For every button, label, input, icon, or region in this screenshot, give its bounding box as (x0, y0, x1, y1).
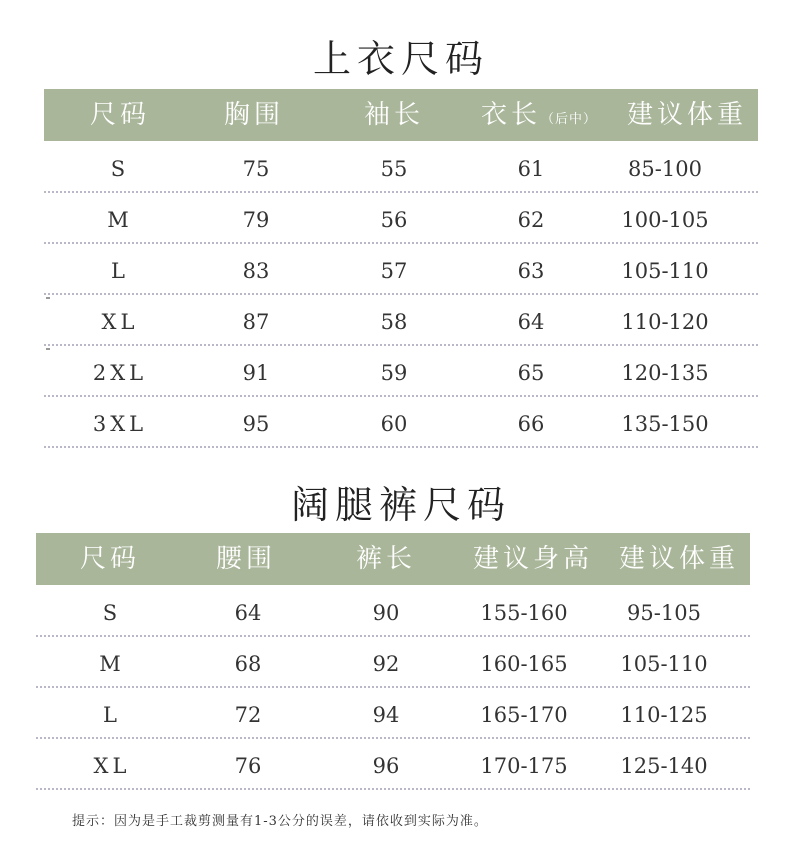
header-chest: 胸围 (223, 100, 284, 130)
table-cell: 63 (517, 259, 545, 283)
table-cell: 68 (234, 652, 262, 676)
table-cell: 155-160 (480, 601, 568, 625)
header-size: 尺码 (89, 100, 150, 130)
table-row (44, 146, 758, 197)
row-divider (44, 395, 758, 397)
table-row (36, 641, 750, 692)
top-table-header (44, 89, 758, 141)
table-cell: M (107, 208, 133, 232)
header-length-label: 衣长 (480, 100, 541, 130)
table-cell: 120-135 (621, 361, 709, 385)
header-sleeve: 袖长 (363, 100, 424, 130)
table-cell: 95-105 (627, 601, 701, 625)
table-cell: 170-175 (480, 754, 568, 778)
table-cell: 95 (242, 412, 270, 436)
header-length (464, 89, 614, 141)
table-cell: 91 (242, 361, 270, 385)
row-divider (44, 344, 758, 346)
header-height: 建议身高 (472, 544, 593, 574)
table-cell: 110-125 (620, 703, 708, 727)
table-cell: 87 (242, 310, 270, 334)
table-cell: 75 (242, 157, 270, 181)
table-cell: 100-105 (621, 208, 709, 232)
table-cell: 94 (372, 703, 400, 727)
table-cell: 79 (242, 208, 270, 232)
table-cell: M (99, 652, 125, 676)
table-cell: 96 (372, 754, 400, 778)
table-cell: 105-110 (620, 652, 708, 676)
stray-mark (46, 297, 50, 299)
bottom-table-title: 阔腿裤尺码 (290, 483, 511, 527)
top-table-title: 上衣尺码 (312, 37, 489, 81)
table-cell: L (111, 259, 129, 283)
row-divider (44, 191, 758, 193)
table-cell: 135-150 (621, 412, 709, 436)
header-size: 尺码 (79, 544, 140, 574)
table-row (44, 350, 758, 401)
table-row (44, 401, 758, 452)
table-row (44, 197, 758, 248)
table-cell: 57 (380, 259, 408, 283)
row-divider (36, 635, 750, 637)
row-divider (44, 242, 758, 244)
row-divider (44, 446, 758, 448)
table-row (36, 692, 750, 743)
table-cell: 110-120 (621, 310, 709, 334)
table-cell: 83 (242, 259, 270, 283)
table-cell: 92 (372, 652, 400, 676)
table-cell: XL (101, 310, 139, 334)
table-cell: 58 (380, 310, 408, 334)
row-divider (36, 788, 750, 790)
table-cell: XL (93, 754, 131, 778)
table-cell: 105-110 (621, 259, 709, 283)
table-cell: 165-170 (480, 703, 568, 727)
table-cell: 56 (380, 208, 408, 232)
bottom-size-table (36, 533, 750, 803)
bottom-table-header (36, 533, 750, 585)
table-cell: 90 (372, 601, 400, 625)
table-cell: 76 (234, 754, 262, 778)
table-row (44, 248, 758, 299)
row-divider (36, 686, 750, 688)
table-cell: 64 (517, 310, 545, 334)
row-divider (36, 737, 750, 739)
table-cell: 55 (380, 157, 408, 181)
table-cell: 60 (380, 412, 408, 436)
table-cell: 61 (517, 157, 545, 181)
table-row (44, 299, 758, 350)
table-cell: 64 (234, 601, 262, 625)
measurement-note: 提示：因为是手工裁剪测量有1-3公分的误差，请依收到实际为准。 (72, 814, 488, 829)
table-cell: S (110, 157, 130, 181)
table-cell: S (102, 601, 122, 625)
table-row (36, 743, 750, 794)
header-weight: 建议体重 (626, 100, 747, 130)
header-pants-length: 裤长 (355, 544, 416, 574)
header-length-note: （后中） (541, 112, 598, 127)
header-weight: 建议体重 (618, 544, 739, 574)
table-cell: 85-100 (628, 157, 702, 181)
table-row (36, 590, 750, 641)
row-divider (44, 293, 758, 295)
table-cell: 65 (517, 361, 545, 385)
table-cell: 72 (234, 703, 262, 727)
top-size-table (44, 89, 758, 449)
table-cell: 160-165 (480, 652, 568, 676)
table-cell: L (103, 703, 121, 727)
stray-mark (46, 348, 50, 350)
table-cell: 59 (380, 361, 408, 385)
table-cell: 3XL (92, 412, 148, 436)
table-cell: 2XL (92, 361, 148, 385)
table-cell: 62 (517, 208, 545, 232)
table-cell: 125-140 (620, 754, 708, 778)
table-cell: 66 (517, 412, 545, 436)
header-waist: 腰围 (215, 544, 276, 574)
